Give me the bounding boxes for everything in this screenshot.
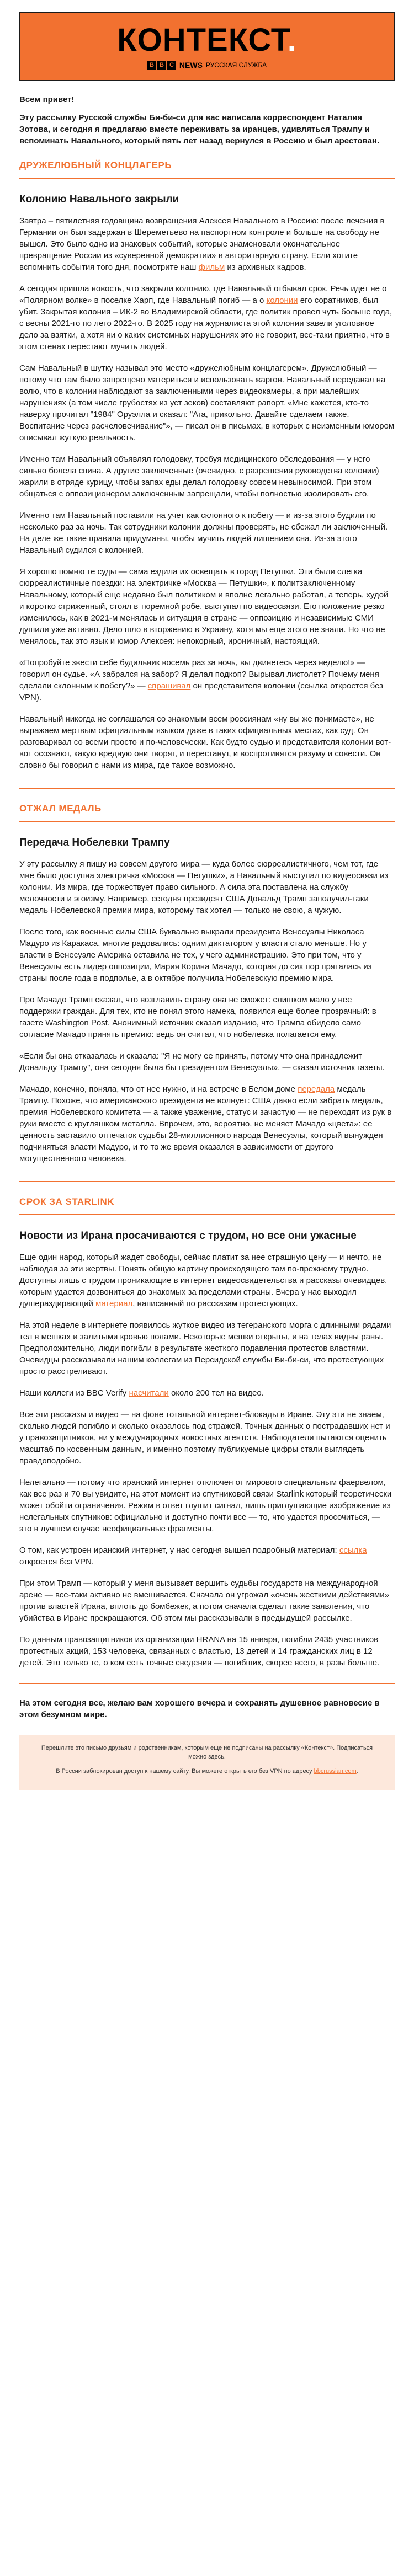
film-link[interactable]: фильм [198,263,225,272]
section-label-1: ДРУЖЕЛЮБНЫЙ КОНЦЛАГЕРЬ [19,160,395,179]
paragraph: Про Мачадо Трамп сказал, что возглавить страну она не сможет: слишком мало у нее поддержки граждан. Для тех, кто не понял этого намека, появился еще более прозрачный: в газете Washington Post. Анонимный источник сказал изданию, что Трампа обидело само согласие Мачадо принять премию: ведь он считал, что нобелевка полагается ему. [19,995,376,1039]
footer-access-text: В России заблокирован доступ к нашему сайту. Вы можете открыть его без VPN по адресу bbcrussian.com. [56,1768,358,1775]
paragraph: А сегодня пришла новость, что закрыли колонию, где Навальный отбывал срок. Речь идет не о «Полярном волке» в поселке Харп, где Навальный погиб — а о колонии его соратников, был убит. Закрытая колония – ИК-2 во Владимирской области, где политик провел чуть больше года, с весны 2021-го по лето 2022-го. В 2025 году на журналиста этой колонии завели уголовное дело за взятки, а хотя ни о каких системных нарушениях это не говорит, все-таки приятно, что в этом стенах перестают мучить людей. [19,284,392,351]
bbcrussian-link[interactable]: bbcrussian.com [314,1768,357,1775]
paragraph: Именно там Навальный поставили на учет как склонного к побегу — и из-за этого будили по несколько раз за ночь. Так сотрудники колонии должны проверять, не сбежал ли заключенный. На деле же такие правила придуманы, чтобы мучить людей лишением сна. Из-за этого Навальный судился с колонией. [19,511,388,555]
paragraph: На этой неделе в интернете появилось жуткое видео из тегеранского морга с длинными рядами тел в мешках и залитыми кровью полами. Некоторые мешки открыты, и на телах видны раны. Предположительно, люди погибли в результате жесткого подавления протестов властями. Очевидцы рассказывали нашим коллегам из Персидской службы Би-би-си, что протестующих просто расстреливают. [19,1321,391,1376]
section-title-3: Новости из Ирана просачиваются с трудом, но все они ужасные [19,1230,357,1242]
paragraph: Навальный никогда не соглашался со знакомым всем россиянам «ну вы же понимаете», не выражаем мертвым официальным языком даже в таких официальных местах, как суд. Он разговаривал со всеми просто и по-человечески. Как будто судью и представителя колонии вот-вот осознают, какую вредную они творят, и перестанут, и воспротивятся разуму и совести. Он словно бы говорил с нами из мира, где такое возможно. [19,714,391,770]
greeting: Всем привет! [19,95,75,104]
paragraph: Завтра – пятилетняя годовщина возвращения Алексея Навального в Россию: после лечения в Германии он был задержан в Шереметьево на паспортном контроле и больше на свободу не вышел. Это было одно из знаковых событий, которые знаменовали окончательное превращение России из «суверенной демократии» в авторитарную страну. Если хотите вспомнить события того дня, посмотрите наш фильм из архивных кадров. [19,216,385,272]
handed-over-link[interactable]: передала [298,1084,335,1094]
paragraph: Наши коллеги из BBC Verify насчитали около 200 тел на видео. [19,1388,264,1398]
paragraph: Еще один народ, который жадет свободы, сейчас платит за нее страшную цену — и нечто, не наблюдая за эти жертвы. Понять общую картину происходящего там по-прежнему трудно. Доступны лишь с трудом проникающие в интернет видеосвидетельства и рассказы очевидцев, которым удается дозвониться до знакомых за пределами страны. Вчера у нас выходил душераздирающий материал, написанный по рассказам протестующих. [19,1253,388,1308]
bbc-news-russian-label: B B C NEWS РУССКАЯ СЛУЖБА [20,61,394,70]
material-link[interactable]: материал [95,1299,133,1308]
footer [19,1735,395,1790]
intro-paragraph: Эту рассылку Русской службы Би-би-си для вас написала корреспондент Наталия Зотова, и сегодня я предлагаю вместе переживать за иранцев, удивляться Трампу и вспоминать Навального, который пять лет назад вернулся в Россию и был арестован. [19,113,380,146]
paragraph: О том, как устроен иранский интернет, у нас сегодня вышел подробный материал: ссылка откроется без VPN. [19,1546,367,1567]
section-label-3: СРОК ЗА STARLINK [19,1196,395,1215]
bbc-logo-icon: B B C [147,61,176,70]
section-divider [19,788,395,789]
section-label-2: ОТЖАЛ МЕДАЛЬ [19,803,395,822]
section-title-2: Передача Нобелевки Трампу [19,837,170,848]
newsletter-header [19,12,395,81]
paragraph: Нелегально — потому что иранский интернет отключен от мирового специальным фаервелом, как все раз и 70 вы увидите, на этот момент из спутниковой связи Starlink который теоретически может обойти ограничения. Режим в ответ глушит сигнал, лишь приглушающие изображение из нелегальных спутников: официально и доступно почти все — то, что удается просочиться, — это в лучшем случае неофициальные фрагменты. [19,1478,392,1533]
paragraph: После того, как военные силы США буквально выкрали президента Венесуэлы Николаса Мадуро из Каракаса, многие радовались: одним диктатором у власти стало меньше. Но у власти в Венесуэле Америка оставила не тех, у чего администрацию. Это при том, что у Венесуэлы есть лидер оппозиции, Мария Корина Мачадо, которая до сих пор пряталась из страны после года в подполье, а в октябре получила Нобелевскую премию мира. [19,927,372,983]
paragraph: «Если бы она отказалась и сказала: "Я не могу ее принять, потому что она принадлежит Дональду Трампу", она сегодня была бы президентом Венесуэлы», — сказал источник газеты. [19,1051,385,1072]
paragraph: Сам Навальный в шутку называл это место «дружелюбным концлагерем». Дружелюбный — потому что там было запрещено материться и использовать жаргон. Навальный передавал на волю, что в колонии наблюдают за заключенными через видеокамеры, а при малейших нарушениях (а том числе грубостях из уст зеков) составляют рапорт. «Мне кажется, кто-то наверху прочитал "1984" Оруэлла и сказал: "Ага, прикольно. Давайте сделаем также. Воспитание через расчеловечивание"», — писал он в письмах, в которых с неизменным юмором описывал жуткую реальность. [19,364,395,442]
paragraph: Я хорошо помню те суды — сама ездила их освещать в город Петушки. Эти были слегка сюрреалистичные поездки: на электричке «Москва — Петушки», к политзаключенному Навальному, который еще недавно был политиком и вполне легально работал, а теперь, худой и коротко стриженный, стоял в тюремной робе, выступал по видеосвязи. Его положение резко изменилось, как в 2021-м менялась и ситуация в стране — оппозицию и независимые СМИ душили уже активно. Дело шло в вторжению в Украину, хотя мы еще этого не знали. Но что не менялось, так это язык и юмор Алексея: непокорный, ироничный, настоящий. [19,567,389,646]
paragraph: Мачадо, конечно, поняла, что от нее нужно, и на встрече в Белом доме передала медаль Трампу. Похоже, что американского президента не волнует: США давно если забрать медаль, премия Нобелевского комитета — а также уважение, статус и зачастую — не переходят из рук в руки вместе с кругляшком металла. Впрочем, это, вероятно, не меняет Мачадо «цвета»: ее ценность заставило отпечаток судьбы 28-миллионного народа Венесуэлы, который вынужден подчиняться власти Мадуро, и то то же время оказался в зависимости от другого могущественного человека. [19,1084,392,1163]
section-divider [19,1181,395,1182]
closing-text: На этом сегодня все, желаю вам хорошего вечера и сохранять душевное равновесие в этом безумном мире. [19,1683,395,1720]
asked-link[interactable]: спрашивал [147,681,191,691]
paragraph: При этом Трамп — который у меня вызывает вершить судьбы государств на международной арене — все-таки активно не вмешивается. Сначала он угрожал «очень жесткими действиями» против властей Ирана, вплоть до бомбежек, а потом сначала сделал такие заявления, что убийства в Иране прекращаются. Об этом мы рассказывали в предыдущей рассылке. [19,1579,389,1623]
paragraph: По данным правозащитников из организации HRANA на 15 января, погибли 2435 участников протестных акций, 153 человека, связанных с властью, 13 детей и 14 гражданских лиц в 12 детей. Это только те, о ком есть точные сведения — погибших, скорее всего, в разы больше. [19,1635,380,1668]
kontekst-logo: КОНТЕКСТ. [117,22,297,58]
footer-forward-text: Перешлите это письмо друзьям и родственникам, которым еще не подписаны на рассылку «Контекст». Подписаться можно здесь. [41,1745,373,1760]
link-link[interactable]: ссылка [339,1546,367,1555]
paragraph: «Попробуйте звести себе будильник восемь раз за ночь, вы двинетесь через неделю!» — говорил он судье. «А забрался на забор? Я делал подкоп? Вырывал листолет? Почему меня сделали склонным к побегу?» — спрашивал он представителя колонии (ссылка откроется без VPN). [19,658,383,702]
paragraph: Именно там Навальный объявлял голодовку, требуя медицинского обследования — у него сильно болела спина. А другие заключенные (очевидно, с разрешения руководства колонии) жарили в отряде курицу, чтобы запах еды делал голодовку совсем невыносимой. При этом общаться с оппозиционером заключенным запрещали, чтобы полностью изолировать его. [19,455,379,499]
section-title-1: Колонию Навального закрыли [19,194,179,205]
paragraph: У эту рассылку я пишу из совсем другого мира — куда более сюрреалистичного, чем тот, где мне было доступна электричка «Москва — Петушки», а Навальный выступал по видеосвязи из колонии. Из мира, где торжествует право сильного. А сила эта поставлена на службу мелочности и эгоизму. Например, сегодня президент США Дональд Трамп заполучил-таки медаль Нобелевской премии мира, которому так хотел — только не свою, а чужую. [19,859,389,915]
paragraph: Все эти рассказы и видео — на фоне тотальной интернет-блокады в Иране. Эту эти не знаем, сколько людей погибло и сколько оказалось под стражей. Точных данных о пострадавших нет и у правозащитников, ни у международных новостных агентств. Наблюдатели пытаются оценить масштаб по косвенным данным, и именно поэтому публикуемые цифры стали выглядеть правдоподобно. [19,1410,390,1466]
colony-link[interactable]: колонии [266,296,298,305]
newsletter-body [19,94,395,1790]
counted-link[interactable]: насчитали [129,1388,169,1398]
